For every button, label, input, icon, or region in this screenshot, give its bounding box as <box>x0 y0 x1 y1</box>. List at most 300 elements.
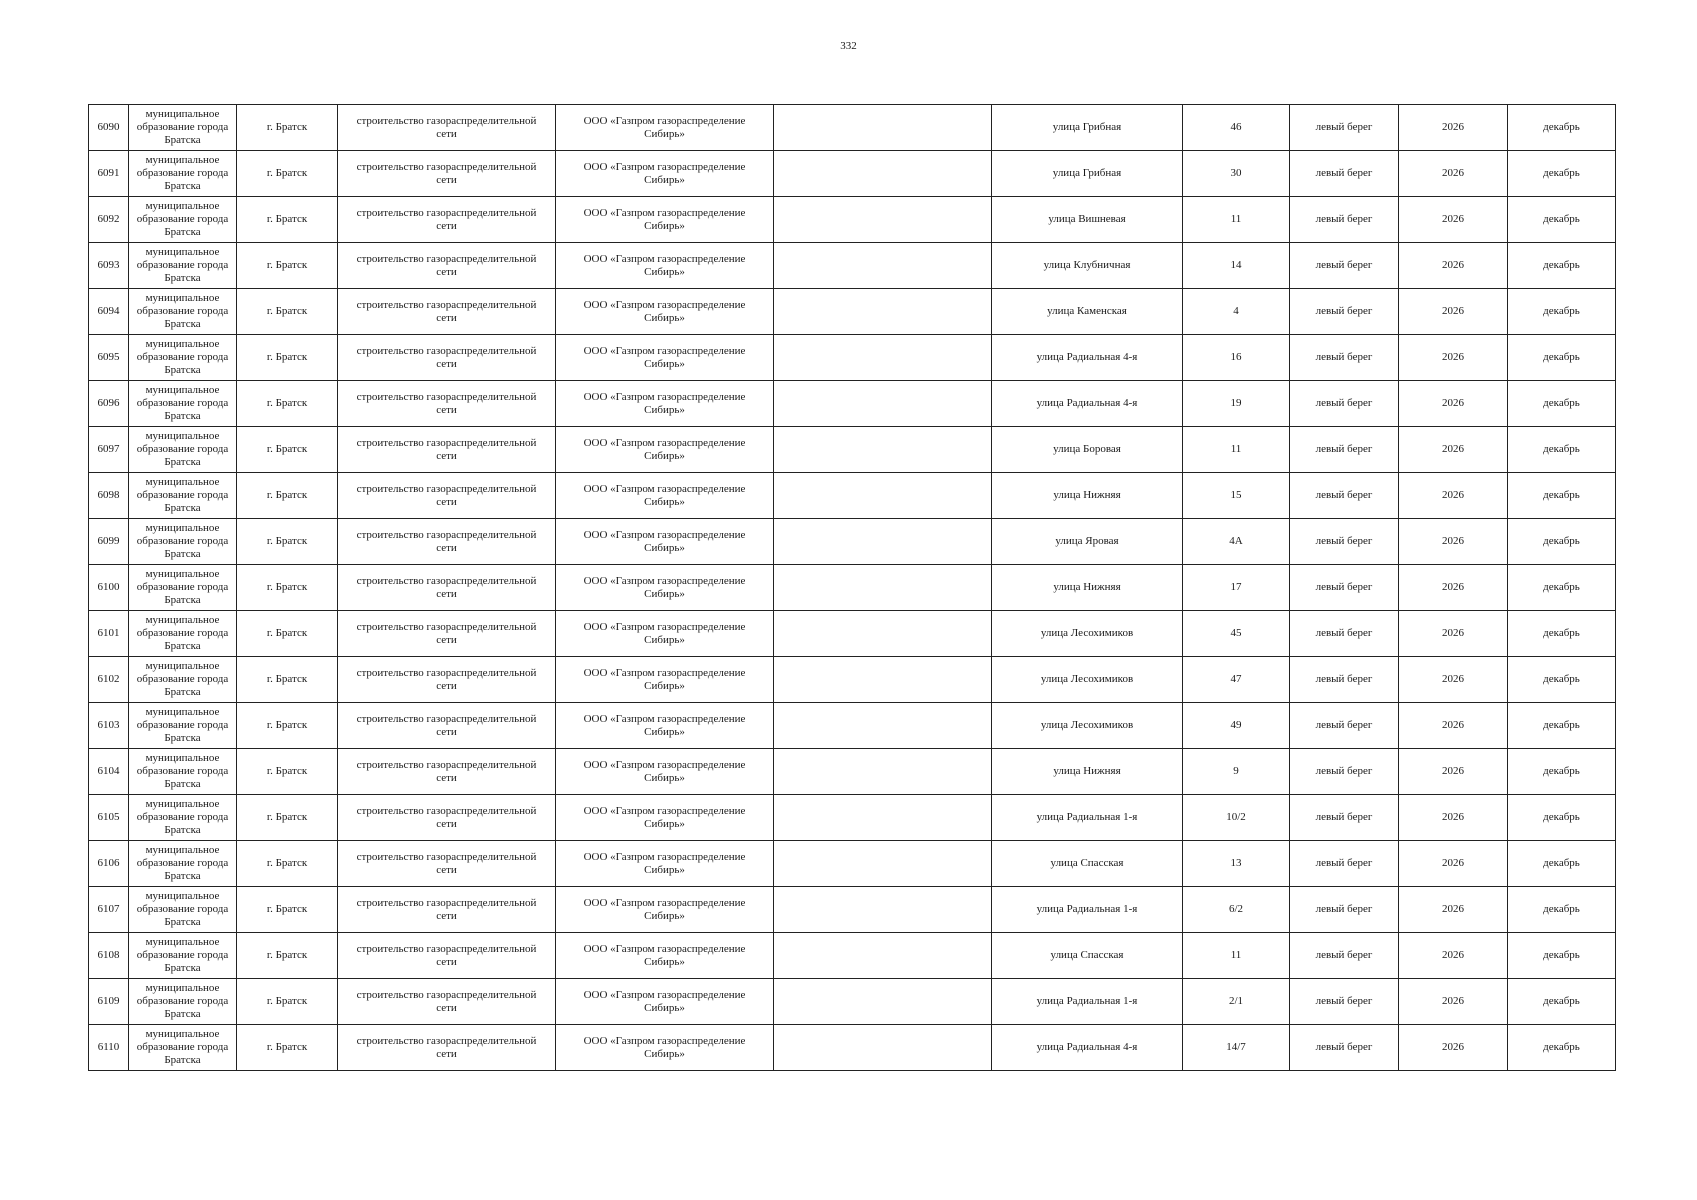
cell-house-number: 14 <box>1183 243 1290 289</box>
cell-month: декабрь <box>1508 565 1616 611</box>
cell-year: 2026 <box>1399 243 1508 289</box>
cell-owner-line: муниципальное <box>145 844 220 856</box>
table-row <box>89 381 1616 427</box>
cell-year: 2026 <box>1399 381 1508 427</box>
cell-owner-line: Братска <box>164 456 201 468</box>
cell-work-type-line: строительство газораспределительной <box>356 758 537 771</box>
cell-river-bank: левый берег <box>1290 841 1399 887</box>
table-row <box>89 473 1616 519</box>
cell-work-type-line: сети <box>436 817 457 830</box>
cell-organization-line: Сибирь» <box>644 1047 685 1060</box>
cell-city: г. Братск <box>237 473 338 519</box>
cell-work-type-line: сети <box>436 679 457 692</box>
cell-owner <box>129 197 237 243</box>
cell-year: 2026 <box>1399 1025 1508 1071</box>
cell-city: г. Братск <box>237 703 338 749</box>
cell-organization-line: ООО «Газпром газораспределение <box>583 206 746 219</box>
cell-street: улица Грибная <box>992 105 1183 151</box>
cell-street: улица Вишневая <box>992 197 1183 243</box>
cell-organization <box>556 473 774 519</box>
cell-city: г. Братск <box>237 335 338 381</box>
cell-year: 2026 <box>1399 427 1508 473</box>
cell-work-type-line: строительство газораспределительной <box>356 482 537 495</box>
cell-owner-line: муниципальное <box>145 890 220 902</box>
cell-owner <box>129 151 237 197</box>
cell-note <box>774 381 992 427</box>
cell-street: улица Радиальная 4-я <box>992 381 1183 427</box>
cell-note <box>774 335 992 381</box>
cell-organization-line: Сибирь» <box>644 357 685 370</box>
cell-river-bank: левый берег <box>1290 289 1399 335</box>
cell-organization <box>556 749 774 795</box>
cell-work-type-line: строительство газораспределительной <box>356 160 537 173</box>
cell-row-number: 6099 <box>89 519 129 565</box>
cell-house-number: 6/2 <box>1183 887 1290 933</box>
table-row <box>89 427 1616 473</box>
cell-owner-line: муниципальное <box>145 752 220 764</box>
table-row <box>89 151 1616 197</box>
cell-house-number: 11 <box>1183 427 1290 473</box>
cell-owner <box>129 105 237 151</box>
cell-month: декабрь <box>1508 151 1616 197</box>
cell-organization <box>556 979 774 1025</box>
cell-owner <box>129 841 237 887</box>
cell-organization-line: ООО «Газпром газораспределение <box>583 712 746 725</box>
cell-owner-line: образование города <box>136 719 229 731</box>
cell-note <box>774 979 992 1025</box>
cell-organization <box>556 335 774 381</box>
cell-owner-line: Братска <box>164 686 201 698</box>
cell-organization-line: ООО «Газпром газораспределение <box>583 1034 746 1047</box>
cell-organization <box>556 657 774 703</box>
cell-organization-line: ООО «Газпром газораспределение <box>583 666 746 679</box>
cell-work-type <box>338 289 556 335</box>
cell-house-number: 30 <box>1183 151 1290 197</box>
cell-owner-line: муниципальное <box>145 522 220 534</box>
cell-organization-line: Сибирь» <box>644 541 685 554</box>
cell-house-number: 2/1 <box>1183 979 1290 1025</box>
cell-note <box>774 657 992 703</box>
cell-work-type-line: сети <box>436 725 457 738</box>
cell-river-bank: левый берег <box>1290 703 1399 749</box>
cell-organization-line: Сибирь» <box>644 909 685 922</box>
cell-owner-line: образование города <box>136 673 229 685</box>
cell-owner <box>129 749 237 795</box>
cell-row-number: 6106 <box>89 841 129 887</box>
cell-river-bank: левый берег <box>1290 933 1399 979</box>
cell-owner-line: муниципальное <box>145 568 220 580</box>
table-row <box>89 841 1616 887</box>
cell-owner-line: образование города <box>136 857 229 869</box>
cell-house-number: 45 <box>1183 611 1290 657</box>
cell-month: декабрь <box>1508 1025 1616 1071</box>
cell-owner <box>129 473 237 519</box>
cell-city: г. Братск <box>237 197 338 243</box>
cell-organization-line: Сибирь» <box>644 1001 685 1014</box>
cell-owner-line: муниципальное <box>145 936 220 948</box>
cell-owner-line: муниципальное <box>145 154 220 166</box>
cell-owner-line: муниципальное <box>145 246 220 258</box>
cell-owner <box>129 519 237 565</box>
cell-organization <box>556 795 774 841</box>
cell-month: декабрь <box>1508 519 1616 565</box>
cell-owner-line: образование города <box>136 259 229 271</box>
cell-street: улица Нижняя <box>992 565 1183 611</box>
table-row <box>89 703 1616 749</box>
cell-owner-line: муниципальное <box>145 108 220 120</box>
cell-work-type <box>338 1025 556 1071</box>
cell-organization <box>556 565 774 611</box>
cell-owner-line: образование города <box>136 765 229 777</box>
cell-work-type <box>338 427 556 473</box>
table-row <box>89 933 1616 979</box>
cell-house-number: 16 <box>1183 335 1290 381</box>
cell-street: улица Яровая <box>992 519 1183 565</box>
cell-year: 2026 <box>1399 197 1508 243</box>
cell-row-number: 6110 <box>89 1025 129 1071</box>
cell-house-number: 47 <box>1183 657 1290 703</box>
cell-month: декабрь <box>1508 381 1616 427</box>
cell-organization-line: ООО «Газпром газораспределение <box>583 896 746 909</box>
cell-house-number: 14/7 <box>1183 1025 1290 1071</box>
cell-work-type <box>338 795 556 841</box>
cell-house-number: 11 <box>1183 933 1290 979</box>
cell-work-type-line: сети <box>436 863 457 876</box>
cell-owner <box>129 979 237 1025</box>
cell-house-number: 46 <box>1183 105 1290 151</box>
cell-work-type <box>338 841 556 887</box>
cell-river-bank: левый берег <box>1290 795 1399 841</box>
cell-house-number: 10/2 <box>1183 795 1290 841</box>
cell-city: г. Братск <box>237 795 338 841</box>
cell-city: г. Братск <box>237 841 338 887</box>
cell-year: 2026 <box>1399 105 1508 151</box>
cell-work-type-line: сети <box>436 633 457 646</box>
cell-note <box>774 841 992 887</box>
cell-work-type <box>338 243 556 289</box>
cell-year: 2026 <box>1399 979 1508 1025</box>
cell-river-bank: левый берег <box>1290 979 1399 1025</box>
cell-work-type-line: сети <box>436 449 457 462</box>
cell-note <box>774 749 992 795</box>
cell-organization-line: ООО «Газпром газораспределение <box>583 390 746 403</box>
cell-organization-line: ООО «Газпром газораспределение <box>583 114 746 127</box>
cell-work-type-line: сети <box>436 541 457 554</box>
cell-year: 2026 <box>1399 335 1508 381</box>
cell-owner-line: Братска <box>164 778 201 790</box>
cell-work-type <box>338 933 556 979</box>
cell-note <box>774 105 992 151</box>
cell-work-type-line: строительство газораспределительной <box>356 298 537 311</box>
cell-river-bank: левый берег <box>1290 1025 1399 1071</box>
cell-house-number: 49 <box>1183 703 1290 749</box>
cell-organization <box>556 933 774 979</box>
cell-month: декабрь <box>1508 289 1616 335</box>
cell-month: декабрь <box>1508 979 1616 1025</box>
cell-month: декабрь <box>1508 105 1616 151</box>
cell-house-number: 15 <box>1183 473 1290 519</box>
cell-owner-line: образование города <box>136 903 229 915</box>
cell-street: улица Радиальная 1-я <box>992 887 1183 933</box>
table-row <box>89 1025 1616 1071</box>
cell-owner-line: образование города <box>136 305 229 317</box>
cell-organization-line: Сибирь» <box>644 679 685 692</box>
table-row <box>89 565 1616 611</box>
cell-organization-line: ООО «Газпром газораспределение <box>583 344 746 357</box>
cell-street: улица Радиальная 4-я <box>992 1025 1183 1071</box>
cell-owner-line: Братска <box>164 364 201 376</box>
cell-city: г. Братск <box>237 565 338 611</box>
cell-river-bank: левый берег <box>1290 749 1399 795</box>
cell-river-bank: левый берег <box>1290 565 1399 611</box>
cell-note <box>774 795 992 841</box>
cell-year: 2026 <box>1399 289 1508 335</box>
cell-street: улица Нижняя <box>992 749 1183 795</box>
cell-house-number: 11 <box>1183 197 1290 243</box>
cell-owner-line: Братска <box>164 916 201 928</box>
cell-house-number: 17 <box>1183 565 1290 611</box>
cell-note <box>774 703 992 749</box>
cell-work-type-line: сети <box>436 1001 457 1014</box>
cell-row-number: 6103 <box>89 703 129 749</box>
cell-work-type-line: строительство газораспределительной <box>356 344 537 357</box>
cell-year: 2026 <box>1399 703 1508 749</box>
cell-work-type <box>338 565 556 611</box>
cell-owner-line: образование города <box>136 949 229 961</box>
cell-owner-line: муниципальное <box>145 292 220 304</box>
cell-organization-line: Сибирь» <box>644 173 685 186</box>
cell-owner-line: Братска <box>164 1054 201 1066</box>
cell-year: 2026 <box>1399 795 1508 841</box>
cell-organization <box>556 243 774 289</box>
cell-work-type <box>338 381 556 427</box>
cell-organization <box>556 841 774 887</box>
cell-city: г. Братск <box>237 289 338 335</box>
cell-note <box>774 427 992 473</box>
cell-owner-line: образование города <box>136 213 229 225</box>
cell-organization-line: ООО «Газпром газораспределение <box>583 528 746 541</box>
cell-work-type <box>338 151 556 197</box>
cell-river-bank: левый берег <box>1290 657 1399 703</box>
cell-organization <box>556 105 774 151</box>
cell-owner-line: Братска <box>164 180 201 192</box>
cell-row-number: 6097 <box>89 427 129 473</box>
cell-owner-line: муниципальное <box>145 1028 220 1040</box>
cell-organization-line: Сибирь» <box>644 127 685 140</box>
cell-note <box>774 565 992 611</box>
cell-street: улица Лесохимиков <box>992 611 1183 657</box>
cell-year: 2026 <box>1399 473 1508 519</box>
table-row <box>89 519 1616 565</box>
cell-organization-line: ООО «Газпром газораспределение <box>583 988 746 1001</box>
cell-owner <box>129 1025 237 1071</box>
registry-body <box>89 105 1616 1071</box>
cell-street: улица Боровая <box>992 427 1183 473</box>
table-row <box>89 979 1616 1025</box>
cell-work-type <box>338 197 556 243</box>
cell-work-type-line: строительство газораспределительной <box>356 114 537 127</box>
cell-organization-line: Сибирь» <box>644 219 685 232</box>
cell-work-type <box>338 335 556 381</box>
cell-note <box>774 243 992 289</box>
cell-work-type-line: строительство газораспределительной <box>356 390 537 403</box>
cell-year: 2026 <box>1399 749 1508 795</box>
cell-work-type-line: сети <box>436 311 457 324</box>
cell-note <box>774 611 992 657</box>
cell-row-number: 6108 <box>89 933 129 979</box>
cell-owner-line: Братска <box>164 870 201 882</box>
cell-owner-line: Братска <box>164 732 201 744</box>
cell-owner-line: Братска <box>164 594 201 606</box>
cell-note <box>774 519 992 565</box>
cell-organization-line: Сибирь» <box>644 633 685 646</box>
cell-organization-line: Сибирь» <box>644 817 685 830</box>
cell-street: улица Лесохимиков <box>992 657 1183 703</box>
cell-owner-line: муниципальное <box>145 384 220 396</box>
table-row <box>89 335 1616 381</box>
cell-work-type-line: сети <box>436 909 457 922</box>
cell-owner <box>129 289 237 335</box>
cell-river-bank: левый берег <box>1290 151 1399 197</box>
cell-owner <box>129 427 237 473</box>
cell-work-type-line: сети <box>436 173 457 186</box>
cell-city: г. Братск <box>237 105 338 151</box>
cell-organization-line: Сибирь» <box>644 863 685 876</box>
cell-owner-line: Братска <box>164 1008 201 1020</box>
cell-organization <box>556 611 774 657</box>
cell-organization-line: ООО «Газпром газораспределение <box>583 574 746 587</box>
cell-organization-line: Сибирь» <box>644 955 685 968</box>
cell-work-type <box>338 105 556 151</box>
cell-work-type <box>338 887 556 933</box>
cell-organization-line: ООО «Газпром газораспределение <box>583 758 746 771</box>
cell-organization <box>556 519 774 565</box>
cell-row-number: 6105 <box>89 795 129 841</box>
cell-owner-line: Братска <box>164 226 201 238</box>
cell-river-bank: левый берег <box>1290 105 1399 151</box>
cell-owner-line: образование города <box>136 1041 229 1053</box>
cell-note <box>774 933 992 979</box>
cell-organization-line: ООО «Газпром газораспределение <box>583 298 746 311</box>
cell-owner-line: образование города <box>136 995 229 1007</box>
cell-city: г. Братск <box>237 427 338 473</box>
cell-street: улица Клубничная <box>992 243 1183 289</box>
cell-month: декабрь <box>1508 427 1616 473</box>
cell-note <box>774 1025 992 1071</box>
table-row <box>89 197 1616 243</box>
cell-organization-line: ООО «Газпром газораспределение <box>583 252 746 265</box>
cell-row-number: 6098 <box>89 473 129 519</box>
cell-month: декабрь <box>1508 611 1616 657</box>
cell-organization-line: ООО «Газпром газораспределение <box>583 482 746 495</box>
cell-river-bank: левый берег <box>1290 887 1399 933</box>
cell-owner <box>129 335 237 381</box>
cell-city: г. Братск <box>237 657 338 703</box>
cell-owner-line: муниципальное <box>145 430 220 442</box>
cell-year: 2026 <box>1399 887 1508 933</box>
cell-row-number: 6100 <box>89 565 129 611</box>
cell-row-number: 6093 <box>89 243 129 289</box>
cell-work-type <box>338 473 556 519</box>
cell-organization-line: ООО «Газпром газораспределение <box>583 436 746 449</box>
cell-work-type-line: сети <box>436 403 457 416</box>
cell-owner-line: муниципальное <box>145 200 220 212</box>
cell-owner-line: муниципальное <box>145 798 220 810</box>
cell-note <box>774 289 992 335</box>
cell-work-type-line: строительство газораспределительной <box>356 896 537 909</box>
cell-work-type-line: строительство газораспределительной <box>356 942 537 955</box>
table-row <box>89 105 1616 151</box>
cell-work-type <box>338 519 556 565</box>
cell-organization-line: Сибирь» <box>644 403 685 416</box>
cell-river-bank: левый берег <box>1290 335 1399 381</box>
cell-work-type-line: сети <box>436 357 457 370</box>
cell-month: декабрь <box>1508 933 1616 979</box>
cell-work-type-line: строительство газораспределительной <box>356 988 537 1001</box>
cell-city: г. Братск <box>237 151 338 197</box>
cell-row-number: 6094 <box>89 289 129 335</box>
cell-work-type-line: строительство газораспределительной <box>356 574 537 587</box>
cell-owner <box>129 887 237 933</box>
cell-month: декабрь <box>1508 335 1616 381</box>
cell-note <box>774 887 992 933</box>
cell-work-type-line: сети <box>436 955 457 968</box>
cell-owner <box>129 933 237 979</box>
cell-city: г. Братск <box>237 979 338 1025</box>
cell-owner-line: муниципальное <box>145 614 220 626</box>
cell-organization <box>556 427 774 473</box>
cell-owner-line: Братска <box>164 410 201 422</box>
cell-row-number: 6092 <box>89 197 129 243</box>
cell-month: декабрь <box>1508 703 1616 749</box>
cell-organization-line: ООО «Газпром газораспределение <box>583 850 746 863</box>
cell-month: декабрь <box>1508 197 1616 243</box>
table-row <box>89 611 1616 657</box>
cell-owner-line: образование города <box>136 397 229 409</box>
cell-year: 2026 <box>1399 933 1508 979</box>
cell-owner-line: образование города <box>136 627 229 639</box>
cell-work-type-line: строительство газораспределительной <box>356 206 537 219</box>
cell-organization-line: Сибирь» <box>644 311 685 324</box>
cell-month: декабрь <box>1508 795 1616 841</box>
cell-year: 2026 <box>1399 657 1508 703</box>
cell-work-type-line: строительство газораспределительной <box>356 712 537 725</box>
cell-note <box>774 197 992 243</box>
cell-river-bank: левый берег <box>1290 243 1399 289</box>
cell-note <box>774 473 992 519</box>
cell-month: декабрь <box>1508 657 1616 703</box>
cell-owner-line: образование города <box>136 581 229 593</box>
cell-year: 2026 <box>1399 565 1508 611</box>
cell-work-type <box>338 979 556 1025</box>
cell-work-type <box>338 703 556 749</box>
cell-owner <box>129 703 237 749</box>
cell-month: декабрь <box>1508 473 1616 519</box>
cell-year: 2026 <box>1399 519 1508 565</box>
cell-year: 2026 <box>1399 611 1508 657</box>
cell-year: 2026 <box>1399 841 1508 887</box>
cell-organization <box>556 151 774 197</box>
cell-organization-line: ООО «Газпром газораспределение <box>583 620 746 633</box>
cell-organization <box>556 289 774 335</box>
table-row <box>89 795 1616 841</box>
cell-owner-line: Братска <box>164 318 201 330</box>
cell-work-type-line: строительство газораспределительной <box>356 620 537 633</box>
cell-owner-line: образование города <box>136 167 229 179</box>
cell-river-bank: левый берег <box>1290 427 1399 473</box>
cell-organization <box>556 197 774 243</box>
cell-owner-line: образование города <box>136 121 229 133</box>
